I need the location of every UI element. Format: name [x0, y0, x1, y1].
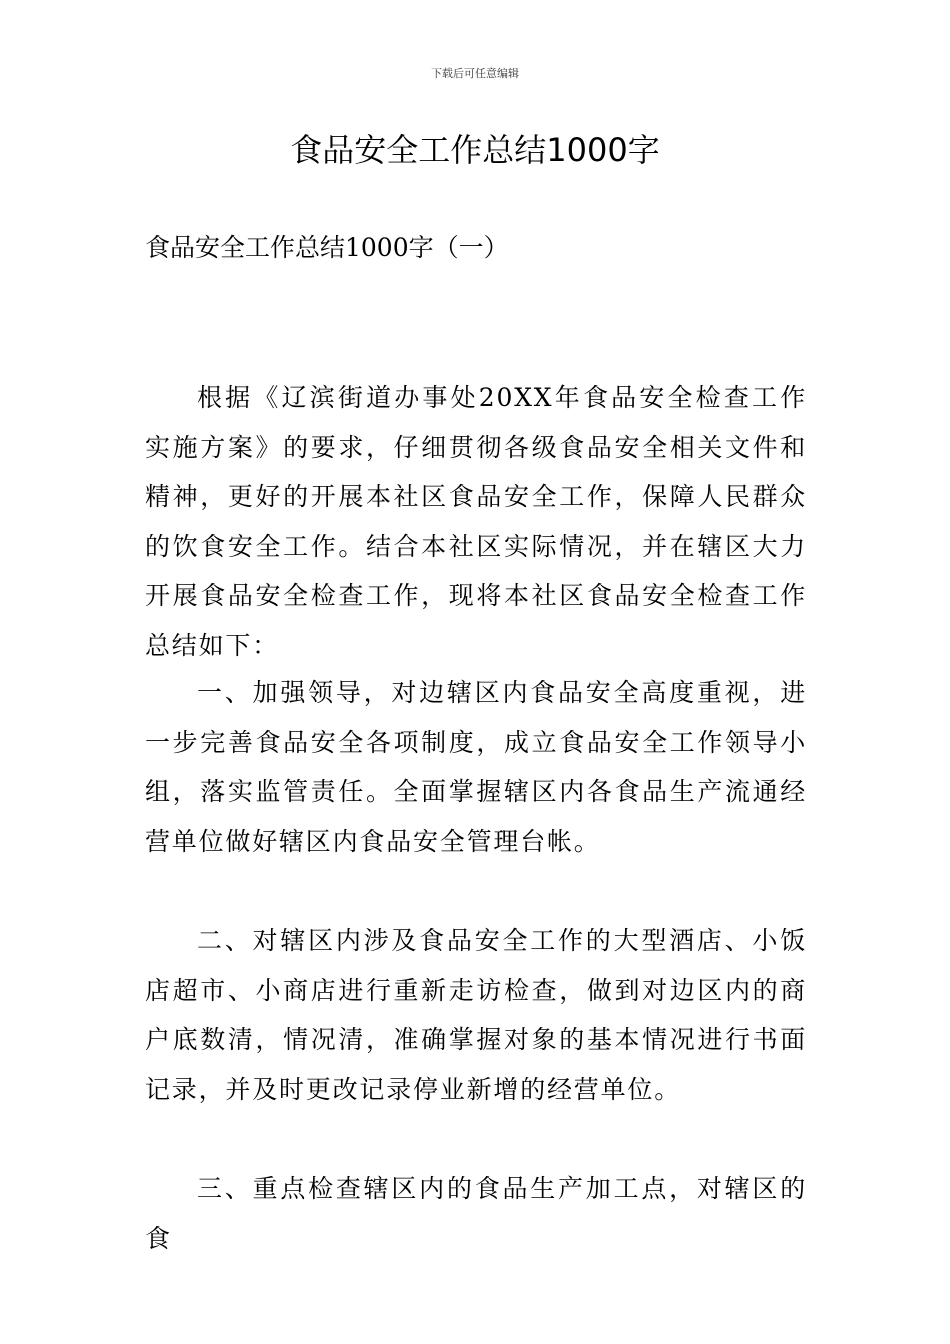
document-title: 食品安全工作总结1000字: [290, 131, 660, 169]
body-paragraph: 一、加强领导，对边辖区内食品安全高度重视，进一步完善食品安全各项制度，成立食品安全工作领导小组，落实监管责任。全面掌握辖区内各食品生产流通经营单位做好辖区内食品安全管理台帐。: [145, 678, 807, 856]
body-paragraph: 三、重点检查辖区内的食品生产加工点，对辖区的食: [145, 1174, 807, 1253]
page-header-note: 下载后可任意编辑: [431, 67, 519, 80]
body-paragraph: 二、对辖区内涉及食品安全工作的大型酒店、小饭店超市、小商店进行重新走访检查，做到对边区内的商户底数清，情况清，准确掌握对象的基本情况进行书面记录，并及时更改记录停业新增的经营单位。: [145, 926, 807, 1104]
document-subtitle: 食品安全工作总结1000字（一）: [145, 233, 509, 262]
body-paragraph: 根据《辽滨街道办事处20XX年食品安全检查工作实施方案》的要求，仔细贯彻各级食品安全相关文件和精神，更好的开展本社区食品安全工作，保障人民群众的饮食安全工作。结合本社区实际情况，并在辖区大力开展食品安全检查工作，现将本社区食品安全检查工作总结如下：: [145, 383, 807, 660]
